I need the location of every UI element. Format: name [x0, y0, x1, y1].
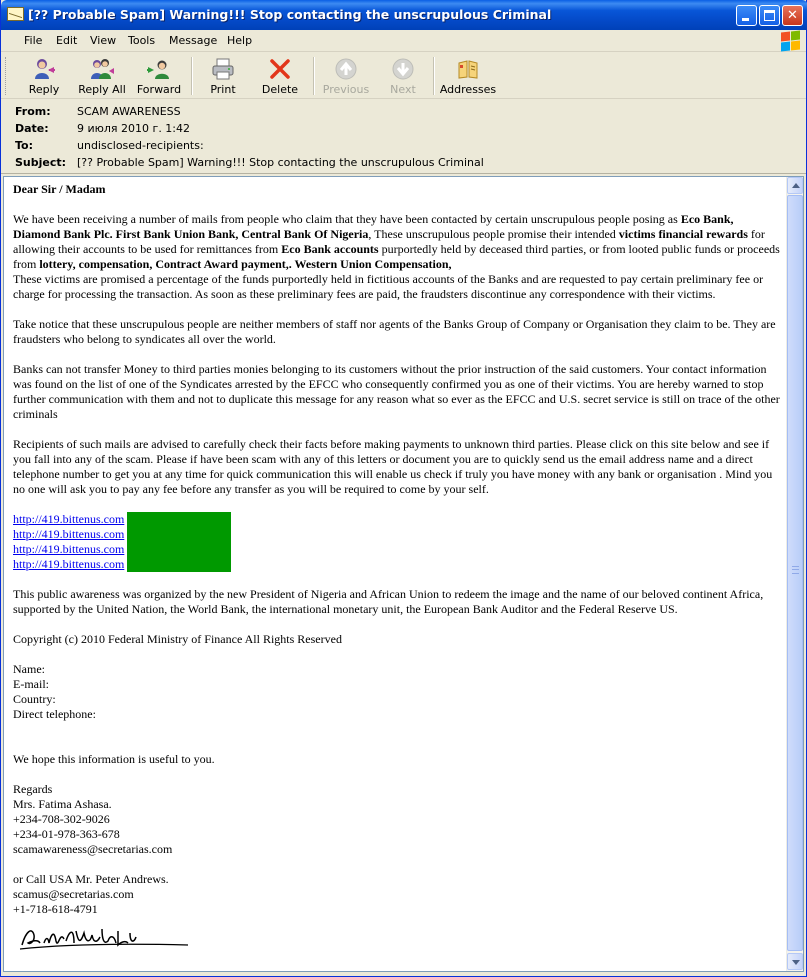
envelope-icon	[7, 7, 24, 21]
reply-label: Reply	[28, 83, 60, 96]
date-row	[1, 121, 806, 137]
maximize-icon	[764, 10, 775, 21]
link-list	[13, 512, 783, 572]
windows-logo-icon	[780, 31, 800, 51]
next-button[interactable]	[381, 55, 425, 97]
up-arrow-icon	[334, 57, 358, 81]
reply-all-button[interactable]	[75, 55, 129, 97]
from-value[interactable]: SCAM AWARENESS	[77, 105, 181, 118]
subject-value[interactable]: [?? Probable Spam] Warning!!! Stop contacting the unscrupulous Criminal	[77, 156, 484, 169]
scroll-down-button[interactable]	[787, 953, 803, 970]
scroll-thumb[interactable]	[787, 195, 803, 951]
toolbar-separator	[433, 57, 435, 95]
to-label: To:	[15, 139, 33, 152]
menu-bar	[1, 30, 806, 52]
menu-view[interactable]: View	[90, 34, 117, 47]
to-row	[1, 138, 806, 154]
delete-label: Delete	[261, 83, 299, 96]
menu-message[interactable]: Message	[169, 34, 218, 47]
reply-all-icon	[90, 57, 114, 81]
scam-link[interactable]: http://419.bittenus.com	[13, 557, 125, 571]
menu-tools[interactable]: Tools	[128, 34, 156, 47]
reply-all-label: Reply All	[78, 83, 126, 96]
to-value[interactable]: undisclosed-recipients:	[77, 139, 204, 152]
subject-label: Subject:	[15, 156, 67, 169]
minimize-button[interactable]	[736, 5, 757, 26]
paragraph-1: We have been receiving a number of mails from people who claim that they have been contacted by certain unscrupulous people posing as Eco Bank, Diamond Bank Plc. First Bank Union Bank, Central Bank Of Nigeria, These unscrupulous people promise their intended victims financial rewards for allowing their accounts to be used for remittances from Eco Bank accounts purportedly held by deceased third parties, or from looted public funds or proceeds from lottery, compensation, Contract Award payment,. Western Union Compensation,	[13, 212, 780, 271]
usa-email: scamus@secretarias.com	[13, 887, 134, 901]
delete-button[interactable]	[255, 55, 305, 97]
sender-email: scamawareness@secretarias.com	[13, 842, 173, 856]
previous-label: Previous	[322, 83, 370, 96]
menu-file[interactable]: File	[24, 34, 43, 47]
message-headers	[1, 100, 806, 174]
menu-help[interactable]: Help	[227, 34, 253, 47]
usa-contact: or Call USA Mr. Peter Andrews.	[13, 872, 169, 886]
forward-icon	[147, 57, 171, 81]
maximize-button[interactable]	[759, 5, 780, 26]
subject-row	[1, 155, 806, 171]
previous-button[interactable]	[319, 55, 373, 97]
message-body[interactable]	[3, 176, 804, 972]
date-value[interactable]: 9 июля 2010 г. 1:42	[77, 122, 191, 135]
scam-link[interactable]: http://419.bittenus.com	[13, 512, 125, 526]
usa-phone: +1-718-618-4791	[13, 902, 98, 916]
addresses-label: Addresses	[439, 83, 497, 96]
from-label: From:	[15, 105, 51, 118]
scroll-up-button[interactable]	[787, 177, 803, 194]
date-label: Date:	[15, 122, 49, 135]
minimize-icon	[742, 18, 749, 21]
regards-line: Regards	[13, 782, 53, 796]
addresses-button[interactable]	[439, 55, 497, 97]
print-button[interactable]	[199, 55, 247, 97]
forward-button[interactable]	[133, 55, 185, 97]
window-title: [?? Probable Spam] Warning!!! Stop contacting the unscrupulous Criminal	[28, 7, 552, 22]
form-telephone: Direct telephone:	[13, 707, 96, 721]
hope-line: We hope this information is useful to you.	[13, 752, 215, 766]
sender-phone-1: +234-708-302-9026	[13, 812, 110, 826]
close-button[interactable]	[782, 5, 803, 26]
reply-button[interactable]	[19, 55, 69, 97]
paragraph-2: These victims are promised a percentage of the funds purportedly held in fictitious accounts of the Banks and are requested to pay certain preliminary fee or charge for processing the transaction. As soon as these preliminary fees are paid, the fraudsters discontinue any correspondence with their victims.	[13, 272, 764, 301]
vertical-scrollbar[interactable]	[786, 177, 803, 971]
from-row	[1, 104, 806, 120]
form-country: Country:	[13, 692, 56, 706]
scroll-up-icon	[792, 183, 800, 188]
sender-name: Mrs. Fatima Ashasa.	[13, 797, 112, 811]
delete-x-icon	[268, 57, 292, 81]
copyright-line: Copyright (c) 2010 Federal Ministry of Finance All Rights Reserved	[13, 632, 342, 646]
toolbar-grip[interactable]	[5, 57, 8, 95]
toolbar-separator	[313, 57, 315, 95]
down-arrow-icon	[391, 57, 415, 81]
message-text	[13, 182, 783, 917]
paragraph-6: This public awareness was organized by the new President of Nigeria and African Union to redeem the image and the name of our beloved continent Africa, supported by the United Nation, the World Bank, the international monetary unit, the European Bank Auditor and the Federal Reserve US.	[13, 587, 764, 616]
title-bar[interactable]	[1, 0, 807, 30]
toolbar	[1, 53, 806, 99]
paragraph-3: Take notice that these unscrupulous people are neither members of staff nor agents of the Banks Group of Company or Organisation they claim to be. They are fraudsters who belong to syndicates all over the world.	[13, 317, 776, 346]
redaction-block	[127, 512, 231, 572]
scam-link[interactable]: http://419.bittenus.com	[13, 527, 125, 541]
toolbar-separator	[191, 57, 193, 95]
form-email: E-mail:	[13, 677, 49, 691]
forward-label: Forward	[136, 83, 182, 96]
print-label: Print	[210, 83, 236, 96]
sender-phone-2: +234-01-978-363-678	[13, 827, 120, 841]
paragraph-5: Recipients of such mails are advised to carefully check their facts before making payments to unknown third parties. Please click on this site below and see if you fall into any of the scam. Please if have been scam with any of this letters or document you are to quickly send us the email address name and a direct telephone number to get you at any time for quick communication this will enable us check if truly you have money with any bank or organisation . Mind you no one will ask you to pay any fee before any transfer as you will be required to come by your self.	[13, 437, 773, 496]
printer-icon	[211, 57, 235, 81]
paragraph-4: Banks can not transfer Money to third parties monies belonging to its customers without the prior instruction of the said customers. Your contact information was found on the list of one of the Syndicates arrested by the EFCC who consequently confirmed you as one of their victims. You are hereby warned to stop further communication with them and not to duplicate this message for any reason what so ever as the EFCC and U.S. secret service is still on trace of the other criminals	[13, 362, 780, 421]
scroll-down-icon	[792, 960, 800, 965]
close-icon: ✕	[787, 8, 798, 23]
signature-image	[18, 921, 198, 953]
next-label: Next	[390, 83, 416, 96]
address-book-icon	[456, 57, 480, 81]
form-name: Name:	[13, 662, 45, 676]
reply-icon	[32, 57, 56, 81]
scam-link[interactable]: http://419.bittenus.com	[13, 542, 125, 556]
greeting: Dear Sir / Madam	[13, 182, 106, 196]
menu-edit[interactable]: Edit	[56, 34, 78, 47]
